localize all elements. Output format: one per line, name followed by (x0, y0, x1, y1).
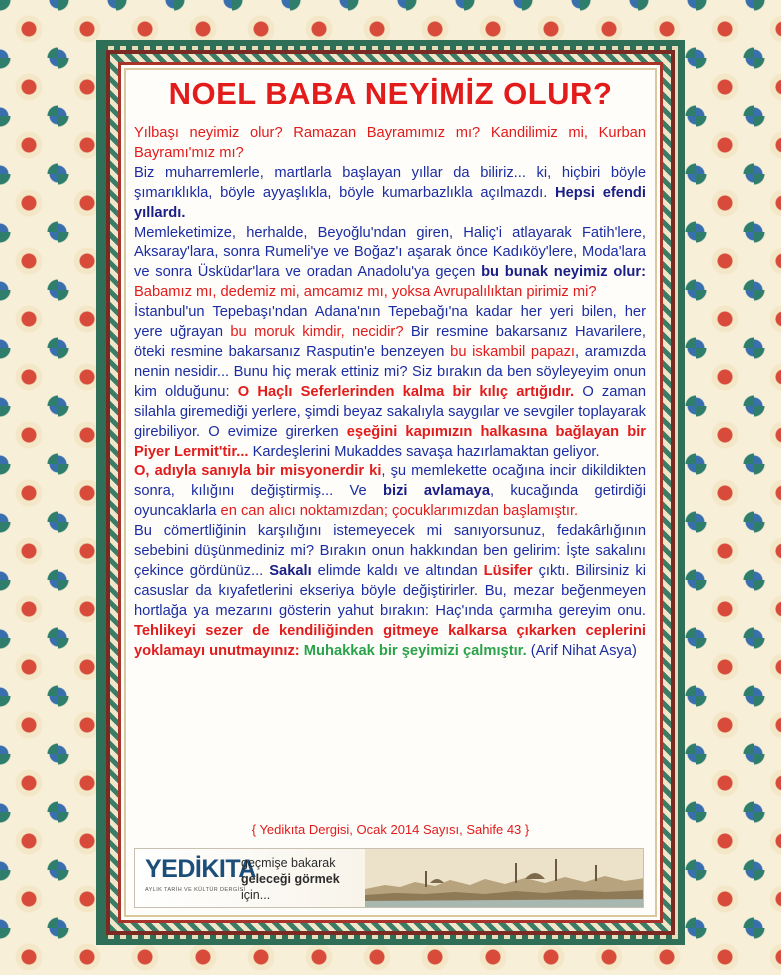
magazine-slogan (241, 855, 361, 903)
magazine-logo-subtitle: AYLIK TARİH VE KÜLTÜR DERGİSİ (145, 887, 246, 893)
slogan-line-1: geçmişe bakarak (241, 856, 336, 870)
magazine-banner (134, 848, 644, 908)
istanbul-skyline-illustration (365, 849, 644, 908)
paragraph-6: Bu cömertliğinin karşılığını istemeyecek mi sanıyorsunuz, fedakârlığının sebebini düşünmediniz mi? Bırakın onun hakkından ben gelirim: İşte sakalını çekince gördünüz... Sakalı elimde kaldı ve altından Lüsifer çıktı. Bilirsiniz ki casuslar da kıyafetlerini ekseriya böyle değiştirirler. Bu, mezar beğenmeyen hortlağa ya mezarını gösterin yahut bırakın: Haç'ında çarmıha gereyim onu. Tehlikeyi sezer de kendiliğinden gitmeye kalkarsa çıkarken ceplerini yoklamayı unutmayınız: Muhakkak bir şeyimizi çalmıştır. (Arif Nihat Asya) (134, 523, 646, 659)
paragraph-3: Memleketimize, herhalde, Beyoğlu'ndan giren, Haliç'i atlayarak Fatih'lere, Aksaray'lara, sonra Rumeli'ye ve Boğaz'ı aşarak önce Kadıköy'lere, Moda'lara ve sonra Üsküdar'lara ve oradan Anadolu'ya geçen bu bunak neyimiz olur: Babamız mı, dedemiz mi, amcamız mı, yoksa Avrupalılıktan pirimiz mi? (134, 224, 646, 301)
page-title: NOEL BABA NEYİMİZ OLUR? (168, 76, 613, 111)
paragraph-2: Biz muharremlerle, martlarla başlayan yıllar da biliriz... ki, hiçbiri böyle şımarıklıkla, böyle ayyaşlıkla, böyle kumarbazlıkla açılmazdı. Hepsi efendi yıllardı. (134, 164, 646, 221)
paragraph-5: O, adıyla sanıyla bir misyonerdir ki, şu memlekette ocağına incir dikildikten sonra, kılığını değiştirmiş... Ve bizi avlamaya, kucağında getirdiği oyuncaklarla en can alıcı noktamızdan; çocuklarımızdan başlamıştır. (134, 463, 646, 520)
slogan-line-3: için... (241, 888, 271, 902)
slogan-line-2: geleceği görmek (241, 872, 340, 886)
source-citation: { Yedikıta Dergisi, Ocak 2014 Sayısı, Sahife 43 } (251, 822, 530, 837)
article-body (134, 124, 646, 661)
paragraph-4: İstanbul'un Tepebaşı'ndan Adana'nın Tepebağı'na kadar her yeri bilen, her yere uğrayan bu moruk kimdir, necidir? Bir resmine bakarsanız Havarilere, öteki resmine bakarsanız Rasputin'e benzeyen bu iskambil papazı, aramızda nenin nesidir... Bunu hiç merak ettiniz mi? Siz bırakın da ben söyleyeyim onun kim olduğunu: O Haçlı Seferlerinden kalma bir kılıç artığıdır. O zaman silahla giremediği yerlere, şimdi beyaz sakalıyla saygılar ve sevgiler toplayarak girebiliyor. O evimize girerken eşeğini kapımızın halkasına bağlayan bir Piyer Lermit'tir... Kardeşlerini Mukaddes savaşa hazırlamaktan geliyor. (134, 304, 647, 460)
magazine-logo: YEDİKITA (145, 855, 256, 883)
paragraph-1: Yılbaşı neyimiz olur? Ramazan Bayramımız mı? Kandilimiz mi, Kurban Bayramı'mız mı? (134, 125, 646, 161)
